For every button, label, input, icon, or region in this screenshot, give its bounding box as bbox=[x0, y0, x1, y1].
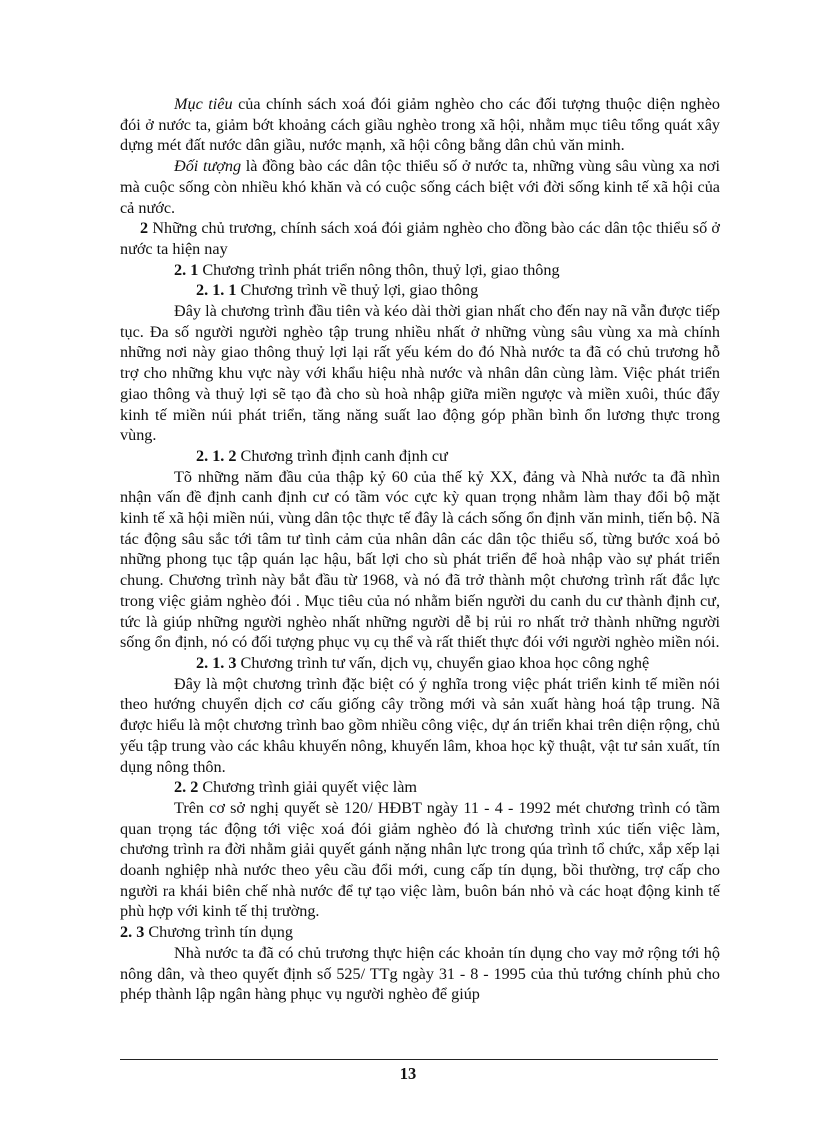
heading-number: 2. 1 bbox=[174, 260, 199, 279]
heading-text: Chương trình giải quyết việc làm bbox=[198, 778, 418, 797]
heading-section-2-1-3 bbox=[120, 653, 720, 674]
document-page bbox=[120, 94, 720, 1005]
heading-section-2-1-1 bbox=[120, 280, 720, 301]
paragraph-body-2-3: Nhà nước ta đã có chủ trương thực hiện các khoản tín dụng cho vay mở rộng tới hộ nông dân, và theo quyết định số 525/ TTg ngày 31 - 8 - 1995 của thủ tướng chính phủ cho phép thành lập ngân hàng phục vụ người nghèo để giúp bbox=[120, 943, 720, 1004]
footer-divider bbox=[120, 1059, 718, 1060]
term-doi-tuong: Đối tượng bbox=[174, 157, 242, 176]
heading-text: Chương trình phát triển nông thôn, thuỷ lợi, giao thông bbox=[198, 260, 560, 279]
heading-section-2-1 bbox=[120, 260, 720, 281]
paragraph-text: của chính sách xoá đói giảm nghèo cho các đối tượng thuộc diện nghèo đói ở nước ta, giảm bớt khoảng cách giầu nghèo trong xã hội, nhằm mục tiêu tổng quát xây dựng mét đất nước dân giầu, nước mạnh, xã hội công bằng dân chủ văn minh. bbox=[120, 95, 720, 155]
heading-section-2-2 bbox=[120, 777, 720, 798]
heading-text: Chương trình về thuỷ lợi, giao thông bbox=[236, 281, 479, 300]
paragraph-body-2-1-3: Đây là một chương trình đặc biệt có ý nghĩa trong việc phát triển kinh tế miền nói theo hướng chuyển dịch cơ cấu giống cây trồng mới và sản xuất hàng hoá tập trung. Nã được hiểu là một chương trình bao gồm nhiều công việc, dự án triển khai trên diện rộng, chủ yếu tập trung vào các khâu khuyến nông, khuyến lâm, khoa học kỹ thuật, vật tư sản xuất, tín dụng nông thôn. bbox=[120, 674, 720, 776]
heading-section-2 bbox=[120, 218, 720, 259]
heading-number: 2. 3 bbox=[120, 923, 145, 942]
heading-text: Chương trình định canh định cư bbox=[236, 446, 448, 465]
heading-number: 2. 1. 2 bbox=[196, 446, 237, 465]
paragraph-muc-tieu bbox=[120, 94, 720, 156]
paragraph-body-2-1-2: Tõ những năm đầu của thập kỷ 60 của thế kỷ XX, đảng và Nhà nước ta đã nhìn nhận vấn đề định canh định cư có tầm vóc cực kỳ quan trọng nhằm làm thay đổi bộ mặt kinh tế xã hội miền núi, vùng dân tộc thực tế đây là cách sống ổn định văn minh, tiến bộ. Nã tác động sâu sắc tới tâm tư tình cảm của nhân dân các dân tộc thiểu số, từng bước xoá bỏ những phong tục tập quán lạc hậu, bất lợi cho sù phát triển để hoà nhập vào sự phát triển chung. Chương trình này bắt đầu từ 1968, và nó đã trở thành một chương trình rất đắc lực trong việc giảm nghèo đói . Mục tiêu của nó nhằm biến người du canh du cư thành định cư, tức là giúp những người nghèo nhất những người dễ bị rủi ro nhất trở thành những người sống ổn định, nó có đối tượng phục vụ cụ thể và rất thiết thực đói với người nghèo miền nói. bbox=[120, 467, 720, 652]
heading-number: 2 bbox=[140, 219, 149, 238]
heading-number: 2. 1. 3 bbox=[196, 653, 237, 672]
term-muc-tieu: Mục tiêu bbox=[174, 95, 233, 113]
paragraph-doi-tuong bbox=[120, 156, 720, 218]
heading-section-2-3 bbox=[120, 922, 720, 943]
paragraph-body-2-1-1: Đây là chương trình đầu tiên và kéo dài thời gian nhất cho đến nay nã vẫn được tiếp tục. Đa số người người nghèo tập trung nhiều nhất ở những vùng sâu vùng xa mà chính những nơi này giao thông thuỷ lợi lại rất yếu kém do đó Nhà nước ta đã có chủ trương hỗ trợ cho những khu vực này với khẩu hiệu nhà nước và nhân dân cùng làm. Việc phát triển giao thông và thuỷ lợi sẽ tạo đà cho sù hoà nhập giữa miền ngược và miền xuôi, thúc đẩy kinh tế miền núi phát triển, tăng năng suất lao động góp phần bình ổn lương thực trong vùng. bbox=[120, 302, 720, 445]
heading-text: Chương trình tư vấn, dịch vụ, chuyển giao khoa học công nghệ bbox=[236, 653, 650, 672]
paragraph-text: là đồng bào các dân tộc thiểu số ở nước ta, những vùng sâu vùng xa nơi mà cuộc sống còn nhiều khó khăn và có cuộc sống cách biệt với đời sống kinh tế xã hội của cả nước. bbox=[120, 157, 720, 217]
heading-text: Những chủ trương, chính sách xoá đói giảm nghèo cho đồng bào các dân tộc thiểu số ở nước ta hiện nay bbox=[120, 219, 720, 258]
heading-number: 2. 1. 1 bbox=[196, 281, 237, 300]
heading-text: Chương trình tín dụng bbox=[144, 923, 293, 942]
page-number: 13 bbox=[399, 1064, 417, 1083]
heading-number: 2. 2 bbox=[174, 778, 199, 797]
paragraph-body-2-2: Trên cơ sở nghị quyết sè 120/ HĐBT ngày 11 - 4 - 1992 mét chương trình có tầm quan trọng tác động tới việc xoá đói giảm nghèo đó là chương trình xúc tiến việc làm, chương trình ra đời nhằm giải quyết gánh nặng nhân lực trong qúa trình tổ chức, xắp xếp lại doanh nghiệp nhà nước theo yêu cầu đổi mới, cung cấp tín dụng, bồi thường, trợ cấp cho người ra khái biên chế nhà nước để tự tạo việc làm, buôn bán nhỏ và các hoạt động kinh tế phù hợp với kinh tế thị trường. bbox=[120, 798, 720, 921]
heading-section-2-1-2 bbox=[120, 446, 720, 467]
